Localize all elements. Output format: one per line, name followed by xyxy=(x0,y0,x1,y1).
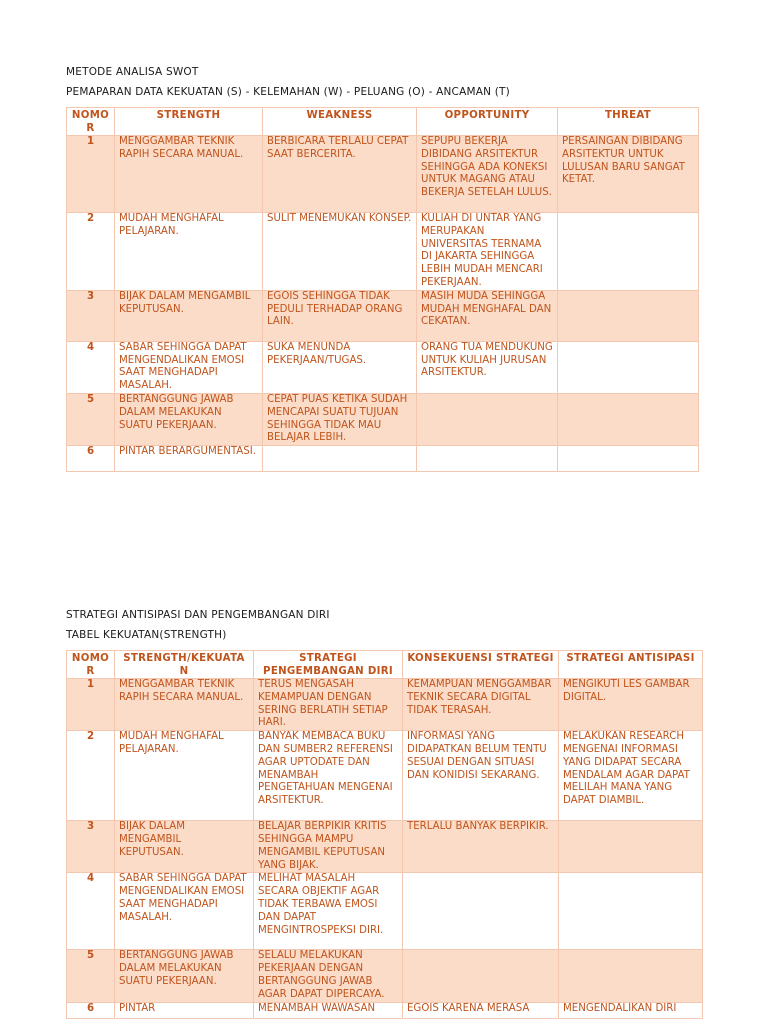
row-number: 1 xyxy=(67,679,115,731)
anticipation-cell: MENGENDALIKAN DIRI xyxy=(559,1002,703,1018)
row-number: 5 xyxy=(67,393,115,445)
table-row xyxy=(67,1002,703,1018)
weakness-cell xyxy=(263,446,417,472)
table-row xyxy=(67,393,699,445)
strength-cell: MUDAH MENGHAFAL PELAJARAN. xyxy=(115,213,263,291)
strength-cell: BIJAK DALAM MENGAMBIL KEPUTUSAN. xyxy=(115,290,263,341)
consequence-cell: TERLALU BANYAK BERPIKIR. xyxy=(403,821,559,873)
anticipation-cell: MENGIKUTI LES GAMBAR DIGITAL. xyxy=(559,679,703,731)
strategy-cell: MELIHAT MASALAH SECARA OBJEKTIF AGAR TIDAK TERBAWA EMOSI DAN DAPAT MENGINTROSPEKSI DIRI. xyxy=(254,873,403,950)
threat-cell xyxy=(558,446,699,472)
threat-cell xyxy=(558,393,699,445)
col-header-strategi-antisipasi: STRATEGI ANTISIPASI xyxy=(559,651,703,679)
col-header-strength-kekuatan: STRENGTH/KEKUATA N xyxy=(115,651,254,679)
row-number: 6 xyxy=(67,446,115,472)
strength-cell: BIJAK DALAM MENGAMBIL KEPUTUSAN. xyxy=(115,821,254,873)
col-header-konsekuensi: KONSEKUENSI STRATEGI xyxy=(403,651,559,679)
strategy-cell: BELAJAR BERPIKIR KRITIS SEHINGGA MAMPU MENGAMBIL KEPUTUSAN YANG BIJAK. xyxy=(254,821,403,873)
document-subtitle: PEMAPARAN DATA KEKUATAN (S) - KELEMAHAN (W) - PELUANG (O) - ANCAMAN (T) xyxy=(66,86,510,98)
weakness-cell: EGOIS SEHINGGA TIDAK PEDULI TERHADAP ORANG LAIN. xyxy=(263,290,417,341)
row-number: 3 xyxy=(67,290,115,341)
strategy-table xyxy=(66,650,703,1019)
col-header-weakness: WEAKNESS xyxy=(263,108,417,136)
opportunity-cell: MASIH MUDA SEHINGGA MUDAH MENGHAFAL DAN CEKATAN. xyxy=(417,290,558,341)
threat-cell xyxy=(558,213,699,291)
table-row xyxy=(67,341,699,393)
threat-cell xyxy=(558,341,699,393)
row-number: 2 xyxy=(67,731,115,821)
col-header-opportunity: OPPORTUNITY xyxy=(417,108,558,136)
table-row xyxy=(67,290,699,341)
consequence-cell: KEMAMPUAN MENGGAMBAR TEKNIK SECARA DIGITAL TIDAK TERASAH. xyxy=(403,679,559,731)
col-header-strength: STRENGTH xyxy=(115,108,263,136)
opportunity-cell: ORANG TUA MENDUKUNG UNTUK KULIAH JURUSAN ARSITEKTUR. xyxy=(417,341,558,393)
weakness-cell: SUKA MENUNDA PEKERJAAN/TUGAS. xyxy=(263,341,417,393)
row-number: 5 xyxy=(67,950,115,1002)
table-row xyxy=(67,679,703,731)
row-number: 4 xyxy=(67,873,115,950)
opportunity-cell: KULIAH DI UNTAR YANG MERUPAKAN UNIVERSITAS TERNAMA DI JAKARTA SEHINGGA LEBIH MUDAH MENCARI PEKERJAAN. xyxy=(417,213,558,291)
strategy-cell: BANYAK MEMBACA BUKU DAN SUMBER2 REFERENSI AGAR UPTODATE DAN MENAMBAH PENGETAHUAN MENGENAI ARSITEKTUR. xyxy=(254,731,403,821)
anticipation-cell xyxy=(559,873,703,950)
consequence-cell: EGOIS KARENA MERASA xyxy=(403,1002,559,1018)
strength-cell: PINTAR xyxy=(115,1002,254,1018)
anticipation-cell xyxy=(559,950,703,1002)
weakness-cell: CEPAT PUAS KETIKA SUDAH MENCAPAI SUATU TUJUAN SEHINGGA TIDAK MAU BELAJAR LEBIH. xyxy=(263,393,417,445)
strength-cell: BERTANGGUNG JAWAB DALAM MELAKUKAN SUATU PEKERJAAN. xyxy=(115,393,263,445)
table-row xyxy=(67,950,703,1002)
threat-cell xyxy=(558,290,699,341)
table-row xyxy=(67,821,703,873)
opportunity-cell: SEPUPU BEKERJA DIBIDANG ARSITEKTUR SEHINGGA ADA KONEKSI UNTUK MAGANG ATAU BEKERJA SETELAH LULUS. xyxy=(417,136,558,213)
section2-title: STRATEGI ANTISIPASI DAN PENGEMBANGAN DIRI xyxy=(66,609,330,621)
row-number: 3 xyxy=(67,821,115,873)
table-row xyxy=(67,213,699,291)
strength-cell: MENGGAMBAR TEKNIK RAPIH SECARA MANUAL. xyxy=(115,136,263,213)
anticipation-cell xyxy=(559,821,703,873)
table-row xyxy=(67,136,699,213)
consequence-cell: INFORMASI YANG DIDAPATKAN BELUM TENTU SESUAI DENGAN SITUASI DAN KONIDISI SEKARANG. xyxy=(403,731,559,821)
swot-table xyxy=(66,107,699,472)
col-header-threat: THREAT xyxy=(558,108,699,136)
weakness-cell: SULIT MENEMUKAN KONSEP. xyxy=(263,213,417,291)
strength-cell: SABAR SEHINGGA DAPAT MENGENDALIKAN EMOSI SAAT MENGHADAPI MASALAH. xyxy=(115,341,263,393)
consequence-cell xyxy=(403,873,559,950)
table-row xyxy=(67,873,703,950)
document-title: METODE ANALISA SWOT xyxy=(66,66,199,78)
threat-cell: PERSAINGAN DIBIDANG ARSITEKTUR UNTUK LULUSAN BARU SANGAT KETAT. xyxy=(558,136,699,213)
strategy-cell: SELALU MELAKUKAN PEKERJAAN DENGAN BERTANGGUNG JAWAB AGAR DAPAT DIPERCAYA. xyxy=(254,950,403,1002)
consequence-cell xyxy=(403,950,559,1002)
opportunity-cell xyxy=(417,446,558,472)
strength-cell: MUDAH MENGHAFAL PELAJARAN. xyxy=(115,731,254,821)
row-number: 2 xyxy=(67,213,115,291)
row-number: 4 xyxy=(67,341,115,393)
table-row xyxy=(67,731,703,821)
weakness-cell: BERBICARA TERLALU CEPAT SAAT BERCERITA. xyxy=(263,136,417,213)
col-header-nomor: NOMO R xyxy=(67,651,115,679)
row-number: 1 xyxy=(67,136,115,213)
col-header-nomor: NOMO R xyxy=(67,108,115,136)
strategy-cell: TERUS MENGASAH KEMAMPUAN DENGAN SERING BERLATIH SETIAP HARI. xyxy=(254,679,403,731)
table-row xyxy=(67,446,699,472)
strength-cell: MENGGAMBAR TEKNIK RAPIH SECARA MANUAL. xyxy=(115,679,254,731)
strength-cell: SABAR SEHINGGA DAPAT MENGENDALIKAN EMOSI SAAT MENGHADAPI MASALAH. xyxy=(115,873,254,950)
strength-cell: BERTANGGUNG JAWAB DALAM MELAKUKAN SUATU PEKERJAAN. xyxy=(115,950,254,1002)
opportunity-cell xyxy=(417,393,558,445)
strength-cell: PINTAR BERARGUMENTASI. xyxy=(115,446,263,472)
row-number: 6 xyxy=(67,1002,115,1018)
col-header-strategi-pengembangan: STRATEGI PENGEMBANGAN DIRI xyxy=(254,651,403,679)
strategy-cell: MENAMBAH WAWASAN xyxy=(254,1002,403,1018)
section2-subtitle: TABEL KEKUATAN(STRENGTH) xyxy=(66,629,227,641)
anticipation-cell: MELAKUKAN RESEARCH MENGENAI INFORMASI YANG DIDAPAT SECARA MENDALAM AGAR DAPAT MELILAH MANA YANG DAPAT DIAMBIL. xyxy=(559,731,703,821)
